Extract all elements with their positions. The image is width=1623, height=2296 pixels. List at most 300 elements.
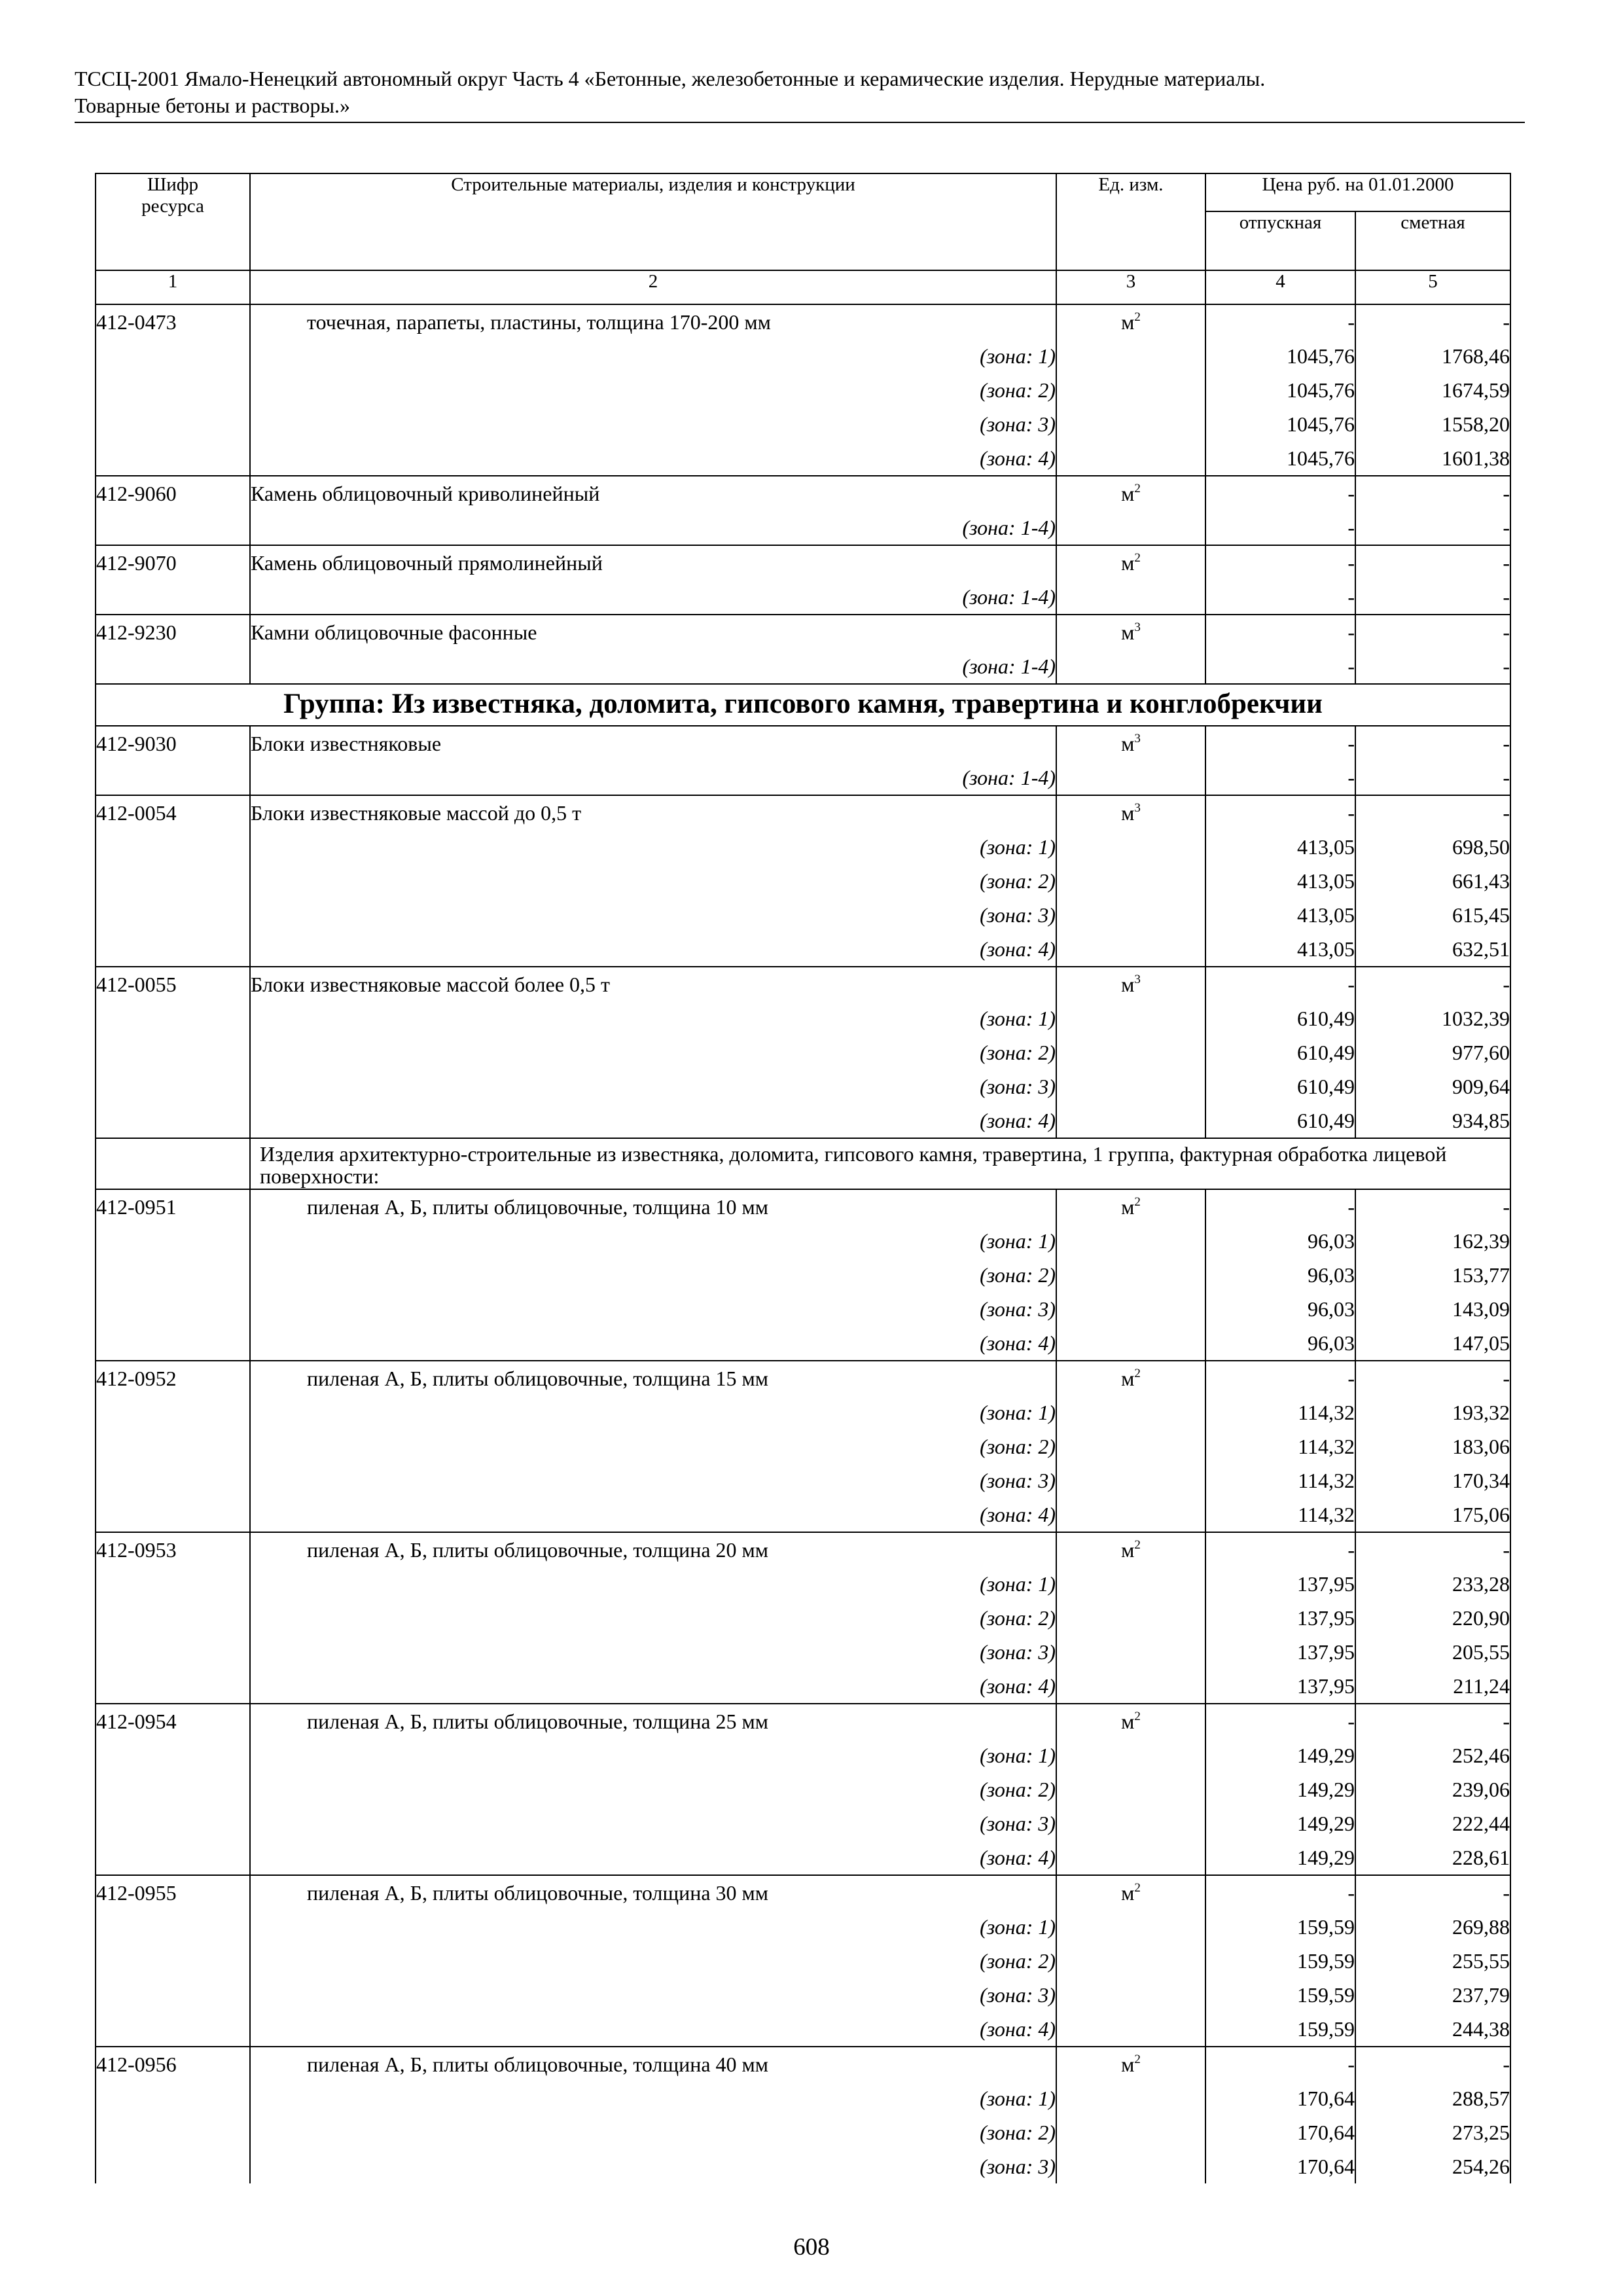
- unit-cell: [1056, 1429, 1205, 1463]
- zone-label: (зона: 1): [250, 1224, 1056, 1258]
- release-price: -: [1205, 967, 1355, 1001]
- table-row: [96, 615, 1510, 649]
- estimate-price: -: [1355, 795, 1510, 830]
- estimate-price: 220,90: [1355, 1601, 1510, 1635]
- resource-code: 412-0055: [96, 967, 250, 1001]
- table-row: [96, 726, 1510, 761]
- zone-label: (зона: 3): [250, 1635, 1056, 1669]
- release-price: 170,64: [1205, 2115, 1355, 2149]
- table-row: [96, 2047, 1510, 2081]
- release-price: -: [1205, 580, 1355, 615]
- zone-row: [96, 339, 1510, 373]
- release-price: 1045,76: [1205, 441, 1355, 476]
- unit-power: 2: [1134, 1710, 1141, 1723]
- zone-row: [96, 932, 1510, 967]
- zone-label: (зона: 1): [250, 1395, 1056, 1429]
- unit-cell: [1056, 1463, 1205, 1498]
- zone-label: (зона: 3): [250, 1292, 1056, 1326]
- release-price: 159,59: [1205, 1944, 1355, 1978]
- unit-power: 2: [1134, 1881, 1141, 1895]
- table-row: [96, 476, 1510, 511]
- unit-cell: [1056, 1910, 1205, 1944]
- col-header-release: отпускная: [1205, 211, 1355, 270]
- code-cell: [96, 511, 250, 545]
- material-name: пиленая А, Б, плиты облицовочные, толщина 15 мм: [250, 1361, 1056, 1395]
- estimate-price: 1674,59: [1355, 373, 1510, 407]
- unit-cell: [1056, 1875, 1205, 1910]
- code-cell: [96, 1840, 250, 1875]
- zone-row: [96, 511, 1510, 545]
- zone-row: [96, 441, 1510, 476]
- col-number-2: 2: [250, 270, 1056, 304]
- unit-base: м: [1121, 1881, 1135, 1905]
- material-name: пиленая А, Б, плиты облицовочные, толщина 20 мм: [250, 1532, 1056, 1567]
- material-name: Блоки известняковые массой более 0,5 т: [250, 967, 1056, 1001]
- release-price: 137,95: [1205, 1635, 1355, 1669]
- zone-row: [96, 1567, 1510, 1601]
- group-row: [96, 684, 1510, 726]
- material-name: пиленая А, Б, плиты облицовочные, толщина 40 мм: [250, 2047, 1056, 2081]
- unit-power: 2: [1134, 310, 1141, 324]
- code-cell: [96, 649, 250, 684]
- zone-row: [96, 580, 1510, 615]
- unit-cell: [1056, 1001, 1205, 1035]
- resource-code: 412-0951: [96, 1189, 250, 1224]
- code-cell: [96, 1224, 250, 1258]
- unit-cell: [1056, 615, 1205, 649]
- zone-label: (зона: 4): [250, 1498, 1056, 1532]
- zone-row: [96, 1944, 1510, 1978]
- estimate-price: 211,24: [1355, 1669, 1510, 1704]
- col-number-4: 4: [1205, 270, 1355, 304]
- unit-base: м: [1121, 732, 1135, 755]
- unit-cell: [1056, 1224, 1205, 1258]
- zone-label: (зона: 4): [250, 1840, 1056, 1875]
- unit-power: 3: [1134, 801, 1141, 815]
- code-cell: [96, 407, 250, 441]
- estimate-price: -: [1355, 726, 1510, 761]
- table-row: [96, 1532, 1510, 1567]
- zone-label: (зона: 2): [250, 864, 1056, 898]
- release-price: -: [1205, 1361, 1355, 1395]
- zone-label: (зона: 4): [250, 1103, 1056, 1138]
- zone-row: [96, 1292, 1510, 1326]
- unit-cell: [1056, 1978, 1205, 2012]
- resource-code: 412-0956: [96, 2047, 250, 2081]
- zone-row: [96, 1224, 1510, 1258]
- code-cell: [96, 1669, 250, 1704]
- unit-base: м: [1121, 620, 1135, 644]
- release-price: 159,59: [1205, 1910, 1355, 1944]
- price-table: [95, 173, 1511, 2183]
- zone-row: [96, 864, 1510, 898]
- unit-cell: [1056, 1292, 1205, 1326]
- material-name: Блоки известняковые массой до 0,5 т: [250, 795, 1056, 830]
- estimate-price: 1768,46: [1355, 339, 1510, 373]
- release-price: 610,49: [1205, 1103, 1355, 1138]
- unit-cell: [1056, 2081, 1205, 2115]
- estimate-price: -: [1355, 615, 1510, 649]
- release-price: 114,32: [1205, 1463, 1355, 1498]
- estimate-price: 193,32: [1355, 1395, 1510, 1429]
- unit-cell: [1056, 1840, 1205, 1875]
- table-row: [96, 967, 1510, 1001]
- release-price: -: [1205, 795, 1355, 830]
- release-price: -: [1205, 2047, 1355, 2081]
- unit-cell: [1056, 967, 1205, 1001]
- material-name: пиленая А, Б, плиты облицовочные, толщина 30 мм: [250, 1875, 1056, 1910]
- code-cell: [96, 1978, 250, 2012]
- unit-base: м: [1121, 801, 1135, 825]
- resource-code: 412-0953: [96, 1532, 250, 1567]
- unit-cell: [1056, 1944, 1205, 1978]
- zone-row: [96, 1001, 1510, 1035]
- estimate-price: 1032,39: [1355, 1001, 1510, 1035]
- release-price: 413,05: [1205, 830, 1355, 864]
- zone-label: (зона: 2): [250, 1035, 1056, 1069]
- unit-cell: [1056, 1532, 1205, 1567]
- col-number-5: 5: [1355, 270, 1510, 304]
- resource-code: 412-9060: [96, 476, 250, 511]
- resource-code: 412-0955: [96, 1875, 250, 1910]
- zone-label: (зона: 4): [250, 1326, 1056, 1361]
- unit-cell: [1056, 1635, 1205, 1669]
- zone-row: [96, 1635, 1510, 1669]
- zone-label: (зона: 1-4): [250, 761, 1056, 795]
- estimate-price: 183,06: [1355, 1429, 1510, 1463]
- code-cell: [96, 1601, 250, 1635]
- page-number: 608: [793, 2234, 830, 2261]
- unit-cell: [1056, 1395, 1205, 1429]
- unit-base: м: [1121, 551, 1135, 575]
- release-price: 114,32: [1205, 1429, 1355, 1463]
- table-row: [96, 795, 1510, 830]
- estimate-price: 244,38: [1355, 2012, 1510, 2047]
- zone-label: (зона: 2): [250, 1601, 1056, 1635]
- unit-cell: [1056, 726, 1205, 761]
- resource-code: 412-9230: [96, 615, 250, 649]
- unit-base: м: [1121, 1538, 1135, 1562]
- release-price: 170,64: [1205, 2149, 1355, 2183]
- resource-code: 412-9070: [96, 545, 250, 580]
- estimate-price: -: [1355, 476, 1510, 511]
- estimate-price: 175,06: [1355, 1498, 1510, 1532]
- unit-cell: [1056, 932, 1205, 967]
- unit-cell: [1056, 761, 1205, 795]
- code-cell: [96, 2149, 250, 2183]
- release-price: 114,32: [1205, 1498, 1355, 1532]
- estimate-price: 269,88: [1355, 1910, 1510, 1944]
- zone-row: [96, 2081, 1510, 2115]
- code-cell: [96, 580, 250, 615]
- unit-cell: [1056, 898, 1205, 932]
- code-cell: [96, 373, 250, 407]
- estimate-price: -: [1355, 2047, 1510, 2081]
- zone-label: (зона: 3): [250, 2149, 1056, 2183]
- zone-label: (зона: 4): [250, 932, 1056, 967]
- unit-cell: [1056, 1498, 1205, 1532]
- code-cell: [96, 1069, 250, 1103]
- estimate-price: 1558,20: [1355, 407, 1510, 441]
- unit-power: 2: [1134, 1367, 1141, 1380]
- release-price: 137,95: [1205, 1567, 1355, 1601]
- estimate-price: -: [1355, 1189, 1510, 1224]
- zone-label: (зона: 3): [250, 1463, 1056, 1498]
- code-cell: [96, 1258, 250, 1292]
- unit-cell: [1056, 1704, 1205, 1738]
- unit-base: м: [1121, 310, 1135, 334]
- col-number-1: 1: [96, 270, 250, 304]
- unit-cell: [1056, 304, 1205, 339]
- release-price: 149,29: [1205, 1806, 1355, 1840]
- release-price: -: [1205, 726, 1355, 761]
- estimate-price: -: [1355, 761, 1510, 795]
- unit-cell: [1056, 1103, 1205, 1138]
- unit-base: м: [1121, 1367, 1135, 1390]
- code-cell: [96, 1635, 250, 1669]
- zone-label: (зона: 1): [250, 1001, 1056, 1035]
- code-cell: [96, 2012, 250, 2047]
- code-cell: [96, 1944, 250, 1978]
- zone-row: [96, 1258, 1510, 1292]
- table-row: [96, 304, 1510, 339]
- code-cell: [96, 1910, 250, 1944]
- zone-label: (зона: 2): [250, 1772, 1056, 1806]
- code-cell: [96, 441, 250, 476]
- unit-cell: [1056, 1772, 1205, 1806]
- release-price: 149,29: [1205, 1840, 1355, 1875]
- unit-base: м: [1121, 2053, 1135, 2076]
- zone-row: [96, 761, 1510, 795]
- resource-code: 412-0954: [96, 1704, 250, 1738]
- zone-label: (зона: 1-4): [250, 580, 1056, 615]
- estimate-price: -: [1355, 304, 1510, 339]
- release-price: -: [1205, 649, 1355, 684]
- unit-power: 2: [1134, 551, 1141, 565]
- header-line-2: Товарные бетоны и растворы.»: [75, 94, 351, 117]
- estimate-price: -: [1355, 1361, 1510, 1395]
- zone-label: (зона: 3): [250, 1069, 1056, 1103]
- release-price: 137,95: [1205, 1601, 1355, 1635]
- unit-cell: [1056, 407, 1205, 441]
- code-cell: [96, 1326, 250, 1361]
- code-cell: [96, 830, 250, 864]
- zone-row: [96, 1601, 1510, 1635]
- estimate-price: 233,28: [1355, 1567, 1510, 1601]
- unit-cell: [1056, 545, 1205, 580]
- zone-label: (зона: 1): [250, 2081, 1056, 2115]
- release-price: 1045,76: [1205, 407, 1355, 441]
- unit-cell: [1056, 580, 1205, 615]
- release-price: -: [1205, 511, 1355, 545]
- estimate-price: -: [1355, 967, 1510, 1001]
- header-line-1: ТССЦ-2001 Ямало-Ненецкий автономный округ Часть 4 «Бетонные, железобетонные и керамические изделия. Нерудные материалы.: [75, 67, 1266, 90]
- zone-label: (зона: 1): [250, 1738, 1056, 1772]
- estimate-price: 934,85: [1355, 1103, 1510, 1138]
- estimate-price: 632,51: [1355, 932, 1510, 967]
- code-cell: [96, 1772, 250, 1806]
- unit-cell: [1056, 649, 1205, 684]
- release-price: 149,29: [1205, 1738, 1355, 1772]
- estimate-price: 239,06: [1355, 1772, 1510, 1806]
- zone-label: (зона: 4): [250, 2012, 1056, 2047]
- estimate-price: 143,09: [1355, 1292, 1510, 1326]
- table-row: [96, 1189, 1510, 1224]
- zone-row: [96, 407, 1510, 441]
- release-price: 413,05: [1205, 864, 1355, 898]
- unit-base: м: [1121, 482, 1135, 505]
- resource-code: 412-0473: [96, 304, 250, 339]
- zone-row: [96, 1326, 1510, 1361]
- unit-power: 2: [1134, 482, 1141, 495]
- estimate-price: 237,79: [1355, 1978, 1510, 2012]
- zone-row: [96, 1463, 1510, 1498]
- code-cell: [96, 1292, 250, 1326]
- zone-label: (зона: 4): [250, 1669, 1056, 1704]
- zone-label: (зона: 1-4): [250, 511, 1056, 545]
- release-price: -: [1205, 304, 1355, 339]
- unit-power: 2: [1134, 1538, 1141, 1552]
- zone-label: (зона: 1): [250, 1567, 1056, 1601]
- col-header-unit: Ед. изм.: [1056, 173, 1205, 270]
- unit-cell: [1056, 1035, 1205, 1069]
- estimate-price: 147,05: [1355, 1326, 1510, 1361]
- zone-label: (зона: 2): [250, 1429, 1056, 1463]
- code-cell: [96, 1395, 250, 1429]
- unit-cell: [1056, 1069, 1205, 1103]
- group-title: Группа: Из известняка, доломита, гипсового камня, травертина и конглобрекчии: [96, 684, 1510, 726]
- estimate-price: 977,60: [1355, 1035, 1510, 1069]
- material-name: Камни облицовочные фасонные: [250, 615, 1056, 649]
- estimate-price: -: [1355, 1875, 1510, 1910]
- code-cell: [96, 1001, 250, 1035]
- zone-row: [96, 1103, 1510, 1138]
- release-price: 1045,76: [1205, 339, 1355, 373]
- zone-row: [96, 649, 1510, 684]
- estimate-price: 222,44: [1355, 1806, 1510, 1840]
- code-cell: [96, 2081, 250, 2115]
- release-price: 413,05: [1205, 932, 1355, 967]
- resource-code: 412-0952: [96, 1361, 250, 1395]
- release-price: 96,03: [1205, 1258, 1355, 1292]
- table-row: [96, 1704, 1510, 1738]
- material-name: пиленая А, Б, плиты облицовочные, толщина 25 мм: [250, 1704, 1056, 1738]
- unit-cell: [1056, 476, 1205, 511]
- zone-row: [96, 2115, 1510, 2149]
- unit-base: м: [1121, 973, 1135, 996]
- release-price: -: [1205, 545, 1355, 580]
- unit-power: 3: [1134, 732, 1141, 745]
- zone-label: (зона: 2): [250, 1944, 1056, 1978]
- col-header-estimate: сметная: [1355, 211, 1510, 270]
- estimate-price: -: [1355, 511, 1510, 545]
- zone-row: [96, 1429, 1510, 1463]
- unit-cell: [1056, 2149, 1205, 2183]
- resource-code: 412-0054: [96, 795, 250, 830]
- unit-cell: [1056, 864, 1205, 898]
- release-price: -: [1205, 615, 1355, 649]
- material-name: Камень облицовочный прямолинейный: [250, 545, 1056, 580]
- unit-power: 3: [1134, 973, 1141, 986]
- release-price: -: [1205, 1704, 1355, 1738]
- code-cell: [96, 864, 250, 898]
- zone-row: [96, 1840, 1510, 1875]
- release-price: 610,49: [1205, 1069, 1355, 1103]
- unit-power: 2: [1134, 1195, 1141, 1209]
- estimate-price: 153,77: [1355, 1258, 1510, 1292]
- unit-power: 2: [1134, 2053, 1141, 2066]
- zone-label: (зона: 1): [250, 830, 1056, 864]
- release-price: 159,59: [1205, 2012, 1355, 2047]
- estimate-price: 909,64: [1355, 1069, 1510, 1103]
- estimate-price: 273,25: [1355, 2115, 1510, 2149]
- estimate-price: 252,46: [1355, 1738, 1510, 1772]
- unit-cell: [1056, 1258, 1205, 1292]
- document-header: [75, 65, 1525, 119]
- zone-label: (зона: 1-4): [250, 649, 1056, 684]
- code-cell: [96, 1138, 250, 1189]
- unit-cell: [1056, 511, 1205, 545]
- col-number-3: 3: [1056, 270, 1205, 304]
- code-cell: [96, 1738, 250, 1772]
- table-body: [96, 304, 1510, 2183]
- description-row: [96, 1138, 1510, 1189]
- estimate-price: 205,55: [1355, 1635, 1510, 1669]
- code-cell: [96, 1567, 250, 1601]
- zone-row: [96, 830, 1510, 864]
- unit-cell: [1056, 2047, 1205, 2081]
- table-row: [96, 1361, 1510, 1395]
- zone-label: (зона: 4): [250, 441, 1056, 476]
- code-cell: [96, 1498, 250, 1532]
- release-price: 96,03: [1205, 1224, 1355, 1258]
- resource-code: 412-9030: [96, 726, 250, 761]
- code-cell: [96, 932, 250, 967]
- zone-row: [96, 1806, 1510, 1840]
- release-price: 114,32: [1205, 1395, 1355, 1429]
- release-price: 610,49: [1205, 1001, 1355, 1035]
- unit-cell: [1056, 339, 1205, 373]
- material-name: Камень облицовочный криволинейный: [250, 476, 1056, 511]
- unit-cell: [1056, 441, 1205, 476]
- estimate-price: -: [1355, 1532, 1510, 1567]
- estimate-price: -: [1355, 580, 1510, 615]
- zone-row: [96, 1069, 1510, 1103]
- zone-label: (зона: 1): [250, 339, 1056, 373]
- section-description: Изделия архитектурно-строительные из известняка, доломита, гипсового камня, травертина, 1 группа, фактурная обработка лицевой поверхности:: [250, 1138, 1510, 1189]
- zone-label: (зона: 3): [250, 1806, 1056, 1840]
- unit-base: м: [1121, 1710, 1135, 1733]
- release-price: 413,05: [1205, 898, 1355, 932]
- unit-power: 3: [1134, 620, 1141, 634]
- release-price: 96,03: [1205, 1326, 1355, 1361]
- unit-cell: [1056, 1601, 1205, 1635]
- release-price: 170,64: [1205, 2081, 1355, 2115]
- col-header-name: Строительные материалы, изделия и конструкции: [250, 173, 1056, 270]
- release-price: -: [1205, 1189, 1355, 1224]
- unit-cell: [1056, 1567, 1205, 1601]
- estimate-price: 255,55: [1355, 1944, 1510, 1978]
- zone-label: (зона: 3): [250, 1978, 1056, 2012]
- zone-label: (зона: 2): [250, 1258, 1056, 1292]
- code-cell: [96, 1035, 250, 1069]
- release-price: 149,29: [1205, 1772, 1355, 1806]
- estimate-price: 170,34: [1355, 1463, 1510, 1498]
- release-price: -: [1205, 476, 1355, 511]
- zone-row: [96, 1772, 1510, 1806]
- estimate-price: 254,26: [1355, 2149, 1510, 2183]
- release-price: 159,59: [1205, 1978, 1355, 2012]
